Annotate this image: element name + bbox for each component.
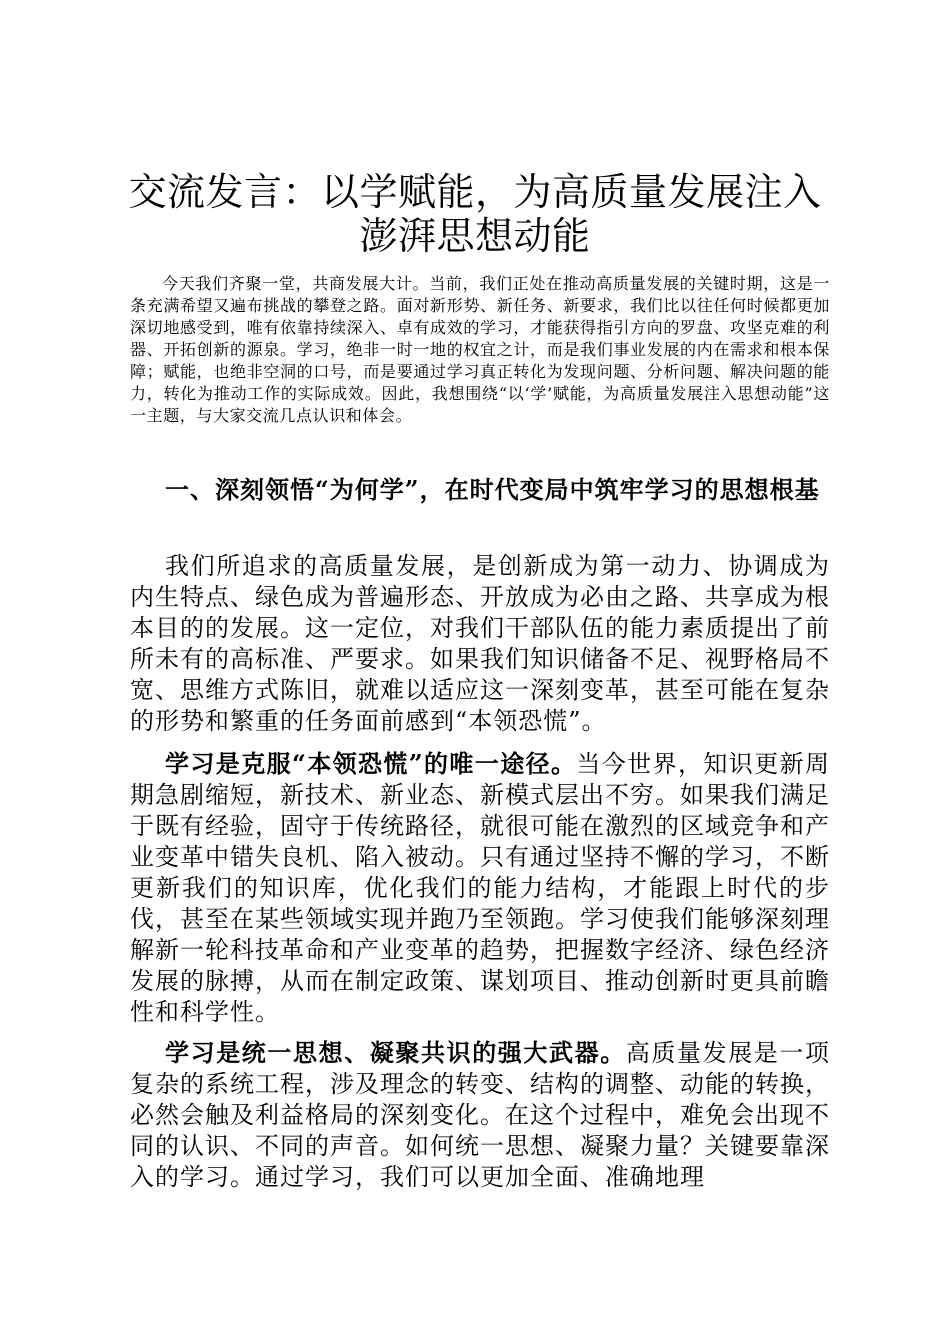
paragraph-2-lead-sentence: 学习是克服“本领恐慌”的唯一途径。 [165, 749, 577, 778]
intro-paragraph: 今天我们齐聚一堂，共商发展大计。当前，我们正处在推动高质量发展的关键时期，这是一条充满希望又遍布挑战的攀登之路。面对新形势、新任务、新要求，我们比以往任何时候都更加深切地感受到，唯有依靠持续深入、卓有成效的学习，才能获得指引方向的罗盘、攻坚克难的利器、开拓创新的源泉。学习，绝非一时一地的权宜之计，而是我们事业发展的内在需求和根本保障；赋能，也绝非空洞的口号，而是要通过学习真正转化为发现问题、分析问题、解决问题的能力，转化为推动工作的实际成效。因此，我想围绕“以‘学’赋能，为高质量发展注入思想动能”这一主题，与大家交流几点认识和体会。 [130, 274, 830, 425]
body-paragraph-2 [130, 748, 830, 1028]
section-heading-1: 一、深刻领悟“为何学”，在时代变局中筑牢学习的思想根基 [165, 475, 820, 504]
paragraph-3-body-text: 高质量发展是一项复杂的系统工程，涉及理念的转变、结构的调整、动能的转换，必然会触及利益格局的深刻变化。在这个过程中，难免会出现不同的认识、不同的声音。如何统一思想、凝聚力量？关键要靠深入的学习。通过学习，我们可以更加全面、准确地理 [130, 1039, 831, 1191]
document-title: 交流发言：以学赋能，为高质量发展注入澎湃思想动能 [128, 170, 822, 258]
paragraph-3-lead-sentence: 学习是统一思想、凝聚共识的强大武器。 [165, 1038, 626, 1067]
body-paragraph-3 [130, 1037, 830, 1193]
body-paragraph-1: 我们所追求的高质量发展，是创新成为第一动力、协调成为内生特点、绿色成为普遍形态、开放成为必由之路、共享成为根本目的的发展。这一定位，对我们干部队伍的能力素质提出了前所未有的高标准、严要求。如果我们知识储备不足、视野格局不宽、思维方式陈旧，就难以适应这一深刻变革，甚至可能在复杂的形势和繁重的任务面前感到“本领恐慌”。 [130, 552, 830, 735]
paragraph-2-body-text: 当今世界，知识更新周期急剧缩短，新技术、新业态、新模式层出不穷。如果我们满足于既有经验，固守于传统路径，就很可能在激烈的区域竞争和产业变革中错失良机、陷入被动。只有通过坚持不懈的学习，不断更新我们的知识库，优化我们的能力结构，才能跟上时代的步伐，甚至在某些领域实现并跑乃至领跑。学习使我们能够深刻理解新一轮科技革命和产业变革的趋势，把握数字经济、绿色经济发展的脉搏，从而在制定政策、谋划项目、推动创新时更具前瞻性和科学性。 [130, 750, 831, 1026]
